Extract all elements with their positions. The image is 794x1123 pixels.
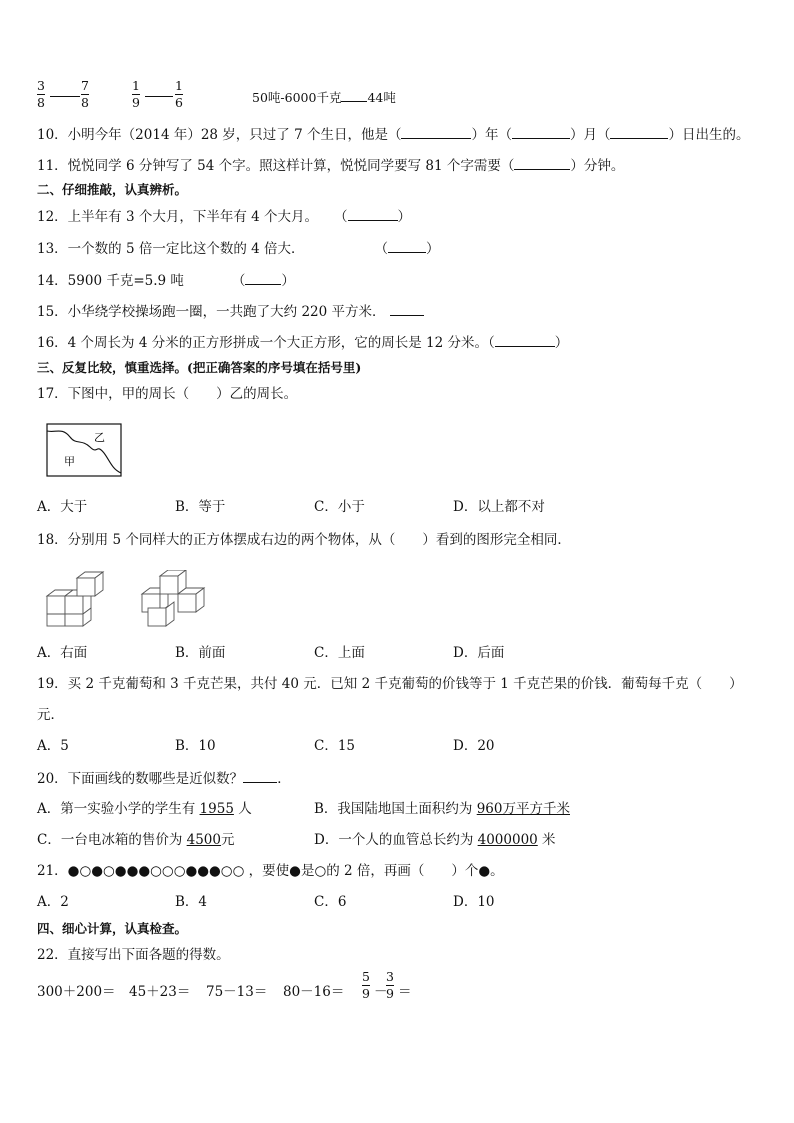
q17-option-c[interactable]: C．小于 bbox=[314, 499, 365, 515]
q12-paren-close: ） bbox=[397, 209, 412, 225]
fraction-1-9 bbox=[132, 79, 140, 109]
q18-option-b[interactable]: B．前面 bbox=[175, 645, 226, 661]
question-19-cont: 元． bbox=[37, 707, 64, 723]
fraction-3-8 bbox=[37, 79, 45, 109]
answer-blank-2[interactable] bbox=[145, 96, 173, 97]
q15-text: 15．小华绕学校操场跑一圈，一共跑了大约 220 平方米． bbox=[37, 304, 386, 320]
q14-paren-close: ） bbox=[281, 273, 295, 289]
q22-expr-2: 45＋23＝ bbox=[129, 984, 191, 1000]
question-20 bbox=[37, 769, 291, 788]
fraction-denominator: 9 bbox=[362, 986, 370, 1001]
fraction-denominator: 8 bbox=[37, 95, 45, 110]
fraction-numerator: 3 bbox=[386, 969, 394, 984]
q20-c-post: 元 bbox=[220, 832, 235, 848]
fraction-numerator: 1 bbox=[132, 78, 140, 93]
q22-expr-3: 75－13＝ bbox=[206, 984, 268, 1000]
q12-text: 12．上半年有 3 个大月，下半年有 4 个大月。 bbox=[37, 209, 319, 225]
q11-text-a: 11．悦悦同学 6 分钟写了 54 个字。照这样计算，悦悦同学要写 81 个字需要（ bbox=[37, 158, 515, 174]
q17-label-jia: 甲 bbox=[64, 455, 75, 468]
fraction-numerator: 5 bbox=[362, 969, 370, 984]
question-10 bbox=[37, 125, 749, 144]
q22-fraction-5-9 bbox=[362, 970, 370, 1000]
q21-option-c[interactable]: C．6 bbox=[314, 894, 347, 910]
fraction-numerator: 7 bbox=[81, 78, 89, 93]
fraction-denominator: 6 bbox=[175, 95, 183, 110]
question-21: 21．●○●○●●●○○○●●●○○ ，要使●是○的 2 倍，再画（ ）个●。 bbox=[37, 863, 504, 879]
q17-option-b[interactable]: B．等于 bbox=[175, 499, 226, 515]
fraction-denominator: 9 bbox=[386, 986, 394, 1001]
answer-blank-3[interactable] bbox=[341, 88, 367, 102]
q13-text: 13．一个数的 5 倍一定比这个数的 4 倍大． bbox=[37, 241, 305, 257]
q20-a-post: 人 bbox=[233, 801, 252, 817]
q20-b-number: 960 bbox=[476, 801, 503, 817]
q20-c-pre: C．一台电冰箱的售价为 bbox=[37, 832, 187, 848]
question-19: 19．买 2 千克葡萄和 3 千克芒果，共付 40 元．已知 2 千克葡萄的价钱等于 1 千克芒果的价钱．葡萄每千克（ ） bbox=[37, 676, 743, 692]
q20-c-number: 4500 bbox=[186, 832, 221, 848]
fraction-7-8 bbox=[81, 79, 89, 109]
fraction-1-6 bbox=[175, 79, 183, 109]
q9-tons-comparison bbox=[252, 88, 396, 107]
q16-paren-close: ） bbox=[554, 335, 569, 351]
section-4-heading: 四、细心计算，认真检查。 bbox=[37, 921, 188, 936]
question-16 bbox=[37, 333, 568, 352]
q22-expr-1: 300＋200＝ bbox=[37, 984, 116, 1000]
q22-expr-4: 80－16＝ bbox=[283, 984, 345, 1000]
q20-d-number: 4000000 bbox=[477, 832, 538, 848]
q22-equals-sign: ＝ bbox=[398, 984, 412, 1000]
fraction-numerator: 1 bbox=[175, 78, 183, 93]
q20-option-a[interactable] bbox=[37, 800, 252, 818]
question-14 bbox=[37, 271, 295, 290]
q20-text: 20．下面画线的数哪些是近似数？ bbox=[37, 771, 244, 787]
q20-d-post: 米 bbox=[537, 832, 556, 848]
q20-period: ． bbox=[277, 771, 291, 787]
q10-text-b: ）年（ bbox=[471, 127, 512, 143]
q10-text-a: 10．小明今年（2014 年）28 岁，只过了 7 个生日，他是（ bbox=[37, 127, 402, 143]
q16-blank[interactable] bbox=[495, 333, 555, 347]
question-12 bbox=[37, 207, 411, 226]
q21-option-d[interactable]: D．10 bbox=[453, 894, 495, 910]
q12-paren-open: （ bbox=[334, 209, 348, 225]
question-22: 22．直接写出下面各题的得数。 bbox=[37, 947, 230, 963]
fraction-denominator: 8 bbox=[81, 95, 89, 110]
question-17: 17．下图中，甲的周长（ ）乙的周长。 bbox=[37, 386, 298, 402]
q18-option-d[interactable]: D．后面 bbox=[453, 645, 505, 661]
q17-option-a[interactable]: A．大于 bbox=[37, 499, 88, 515]
q20-option-b[interactable] bbox=[314, 800, 570, 818]
q12-blank[interactable] bbox=[348, 207, 398, 221]
answer-blank-1[interactable] bbox=[50, 96, 80, 97]
q10-blank-month[interactable] bbox=[512, 125, 570, 139]
q11-blank[interactable] bbox=[514, 156, 570, 170]
q13-blank[interactable] bbox=[388, 239, 426, 253]
q18-cube-figures bbox=[44, 570, 214, 630]
q14-text: 14．5900 千克=5.9 吨 bbox=[37, 273, 184, 289]
question-18: 18．分别用 5 个同样大的正方体摆成右边的两个物体，从（ ）看到的图形完全相同． bbox=[37, 532, 571, 548]
q20-option-c[interactable] bbox=[37, 831, 234, 849]
q14-blank[interactable] bbox=[245, 271, 281, 285]
q13-paren-open: （ bbox=[374, 241, 389, 257]
q19-option-a[interactable]: A．5 bbox=[37, 738, 69, 754]
q20-d-pre: D．一个人的血管总长约为 bbox=[314, 832, 478, 848]
q22-minus-sign: － bbox=[374, 984, 388, 1000]
q20-b-post: 万平方千米 bbox=[502, 801, 570, 817]
q13-paren-close: ） bbox=[426, 241, 440, 257]
q20-b-pre: B．我国陆地国土面积约为 bbox=[314, 801, 477, 817]
q22-fraction-3-9 bbox=[386, 970, 394, 1000]
q20-a-pre: A．第一实验小学的学生有 bbox=[37, 801, 200, 817]
q19-option-c[interactable]: C．15 bbox=[314, 738, 356, 754]
q19-option-d[interactable]: D．20 bbox=[453, 738, 495, 754]
q20-option-d[interactable] bbox=[314, 831, 556, 849]
section-2-heading: 二、仔细推敲，认真辨析。 bbox=[37, 182, 188, 197]
q17-figure-frame bbox=[47, 424, 121, 476]
q18-option-a[interactable]: A．右面 bbox=[37, 645, 88, 661]
q15-blank[interactable] bbox=[390, 302, 424, 316]
question-11 bbox=[37, 156, 624, 175]
q10-text-c: ）月（ bbox=[569, 127, 611, 143]
q21-option-a[interactable]: A．2 bbox=[37, 894, 69, 910]
q10-blank-year[interactable] bbox=[401, 125, 471, 139]
q20-a-number: 1955 bbox=[199, 801, 234, 817]
q14-paren-open: （ bbox=[231, 273, 246, 289]
q17-option-d[interactable]: D．以上都不对 bbox=[453, 499, 545, 515]
question-15 bbox=[37, 302, 424, 321]
q16-text: 16．4 个周长为 4 分米的正方形拼成一个大正方形，它的周长是 12 分米。（ bbox=[37, 335, 495, 351]
q11-text-b: ）分钟。 bbox=[570, 158, 625, 174]
q17-label-yi: 乙 bbox=[94, 431, 105, 444]
q10-text-d: ）日出生的。 bbox=[668, 127, 750, 143]
fraction-numerator: 3 bbox=[37, 78, 45, 93]
q17-figure-curve bbox=[47, 431, 121, 473]
q9-right-expr: 44吨 bbox=[367, 90, 396, 105]
q21-option-b[interactable]: B．4 bbox=[175, 894, 208, 910]
q10-blank-day[interactable] bbox=[610, 125, 668, 139]
section-3-heading: 三、反复比较，慎重选择。(把正确答案的序号填在括号里) bbox=[37, 360, 362, 375]
q19-option-b[interactable]: B．10 bbox=[175, 738, 216, 754]
q18-option-c[interactable]: C．上面 bbox=[314, 645, 365, 661]
q9-left-expr: 50吨-6000千克 bbox=[252, 90, 342, 105]
fraction-denominator: 9 bbox=[132, 95, 140, 110]
question-13 bbox=[37, 239, 440, 258]
q17-figure bbox=[46, 423, 122, 477]
q20-blank[interactable] bbox=[243, 769, 277, 783]
